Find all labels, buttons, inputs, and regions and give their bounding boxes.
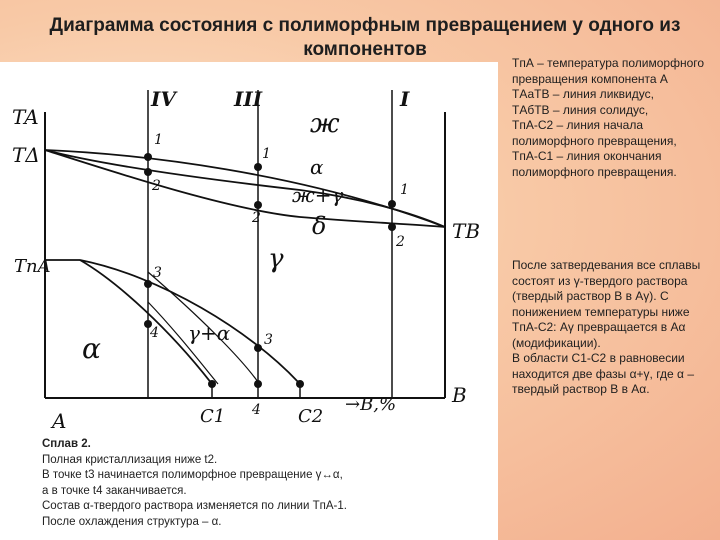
- region-delta: δ: [312, 212, 327, 240]
- label-point-3a: 3: [153, 265, 162, 281]
- label-point-1a: 1: [154, 132, 163, 148]
- label-a: A: [52, 409, 67, 433]
- liquidus-line: [45, 150, 445, 227]
- region-gamma: γ: [268, 244, 284, 274]
- region-alpha: α: [82, 332, 101, 365]
- solidus-line: [45, 150, 445, 227]
- alloy-heading: Сплав 2.: [42, 438, 91, 450]
- point-c1: [208, 380, 216, 388]
- point-3a: [144, 280, 152, 288]
- label-tpa: TпA: [14, 256, 51, 277]
- label-point-4b: 4: [252, 402, 261, 418]
- lower-liquid-boundary: [45, 150, 445, 227]
- point-1a: [144, 153, 152, 161]
- label-point-1c: 1: [400, 182, 409, 198]
- legend-item: TпА – температура полиморфного превращения компонента А: [512, 56, 705, 86]
- point-2c: [388, 223, 396, 231]
- region-liq-gamma: ж+γ: [292, 183, 344, 207]
- label-tb: TB: [452, 219, 481, 243]
- after-paragraph: После затвердевания все сплавы состоят из γ-твердого раствора (твердый раствор В в Аγ). С понижением температуры ниже TпА-С2: Аγ превращается в Аα (модификации).: [512, 258, 701, 350]
- legend-text: [512, 56, 712, 180]
- point-1c: [388, 200, 396, 208]
- point-2a: [144, 168, 152, 176]
- legend-item: TАаТВ – линия ликвидус,: [512, 87, 654, 101]
- label-x-axis: →B,%: [345, 394, 397, 415]
- alloy-line: Состав α-твердого раствора изменяется по линии TпА-1.: [42, 500, 347, 512]
- alloy-line: После охлаждения структура – α.: [42, 515, 222, 528]
- legend-item: TпА-С2 – линия начала полиморфного превращения,: [512, 118, 677, 148]
- after-solidification-text: [512, 258, 712, 398]
- label-alloy-iii: III: [234, 87, 263, 111]
- point-c2: [296, 380, 304, 388]
- region-liq-alpha: α: [310, 155, 324, 179]
- label-ta: TA: [12, 105, 39, 129]
- label-point-4a: 4: [150, 325, 159, 341]
- label-ta-sub: TΔ: [12, 143, 40, 167]
- point-3b: [254, 344, 262, 352]
- page-title: Диаграмма состояния с полиморфным превращением у одного из компонентов: [49, 15, 681, 60]
- label-alloy-i: I: [400, 87, 410, 111]
- legend-item: TпА-С1 – линия окончания полиморфного превращения.: [512, 149, 677, 179]
- region-liquid: ж: [310, 109, 340, 139]
- label-point-3b: 3: [264, 332, 273, 348]
- point-2b: [254, 201, 262, 209]
- alloy-line: В точке t3 начинается полиморфное превращение γ↔α,: [42, 469, 343, 481]
- after-paragraph: В области С1-С2 в равновесии находится две фазы α+γ, где α – твердый раствор В в Аα.: [512, 351, 695, 396]
- label-point-2a: 2: [152, 178, 161, 194]
- label-point-2b: 2: [252, 210, 261, 226]
- region-gamma-alpha: γ+α: [188, 321, 231, 345]
- alloy-line: Полная кристаллизация ниже t2.: [42, 453, 218, 466]
- point-4b: [254, 380, 262, 388]
- label-b: B: [452, 383, 467, 407]
- alloy-line: а в точке t4 заканчивается.: [42, 484, 187, 497]
- legend-item: TАбТВ – линия солидус,: [512, 102, 649, 117]
- label-c2: C2: [298, 406, 324, 427]
- label-point-1b: 1: [262, 146, 271, 162]
- label-point-2c: 2: [396, 234, 405, 250]
- label-c1: C1: [200, 406, 226, 427]
- label-alloy-iv: IV: [151, 87, 176, 111]
- point-1b: [254, 163, 262, 171]
- alloy-2-description: [42, 437, 492, 530]
